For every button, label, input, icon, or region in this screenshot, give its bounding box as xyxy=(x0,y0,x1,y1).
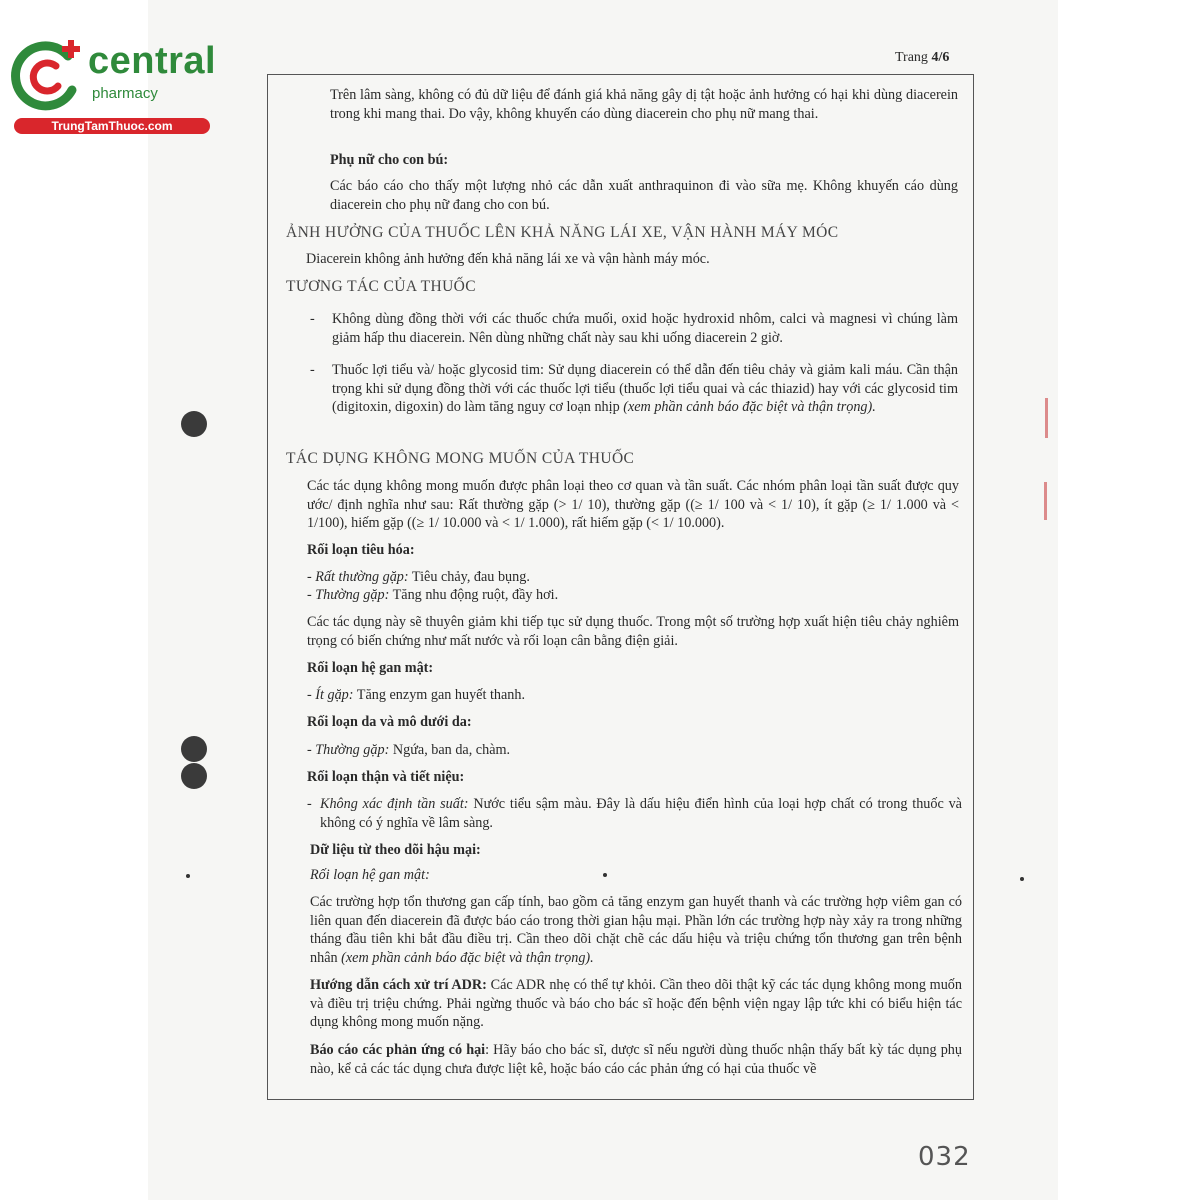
liver-title: Rối loạn hệ gan mật: xyxy=(307,660,434,676)
gi-item-1: - Rất thường gặp: Tiêu chảy, đau bụng. xyxy=(307,569,530,585)
post-marketing-subtitle: Rối loạn hệ gan mật: xyxy=(310,867,430,883)
adverse-heading: TÁC DỤNG KHÔNG MONG MUỐN CỦA THUỐC xyxy=(286,450,635,467)
pregnancy-paragraph: Trên lâm sàng, không có đủ dữ liệu để đánh giá khả năng gây dị tật hoặc ảnh hưởng có hại khi dùng diacerein trong khi mang thai. Do vậy, không khuyến cáo dùng diacerein cho phụ nữ mang thai. xyxy=(330,87,958,122)
gi-item-1-text: Tiêu chảy, đau bụng. xyxy=(408,569,530,585)
gi-note: Các tác dụng này sẽ thuyên giảm khi tiếp tục sử dụng thuốc. Trong một số trường hợp xuất hiện tiêu chảy nghiêm trọng có biến chứng như mất nước và rối loạn cân bằng điện giải. xyxy=(307,614,959,649)
gi-item-2: - Thường gặp: Tăng nhu động ruột, đầy hơi. xyxy=(307,587,559,603)
logo-brand-text: central xyxy=(88,40,217,82)
interactions-heading: TƯƠNG TÁC CỦA THUỐC xyxy=(286,278,476,295)
gi-item-2-text: Tăng nhu động ruột, đầy hơi. xyxy=(389,587,559,603)
driving-heading: ẢNH HƯỞNG CỦA THUỐC LÊN KHẢ NĂNG LÁI XE, VẬN HÀNH MÁY MÓC xyxy=(286,224,839,241)
adverse-intro: Các tác dụng không mong muốn được phân loại theo cơ quan và tần suất. Các nhóm phân loại tần suất được quy ước/ định nghĩa như sau: Rất thường gặp (> 1/ 10), thường gặp ((≥ 1/ 100 và < 1/ 10), ít gặp (≥ 1/ 1.000 và < 1/100), hiếm gặp ((≥ 1/ 10.000 và < 1/ 1.000), rất hiếm gặp (< 1/ 10.000). xyxy=(307,478,959,531)
post-marketing-text: Các trường hợp tổn thương gan cấp tính, bao gồm cả tăng enzym gan huyết thanh và các trường hợp viêm gan có liên quan đến diacerein đã được báo cáo trong thời gian hậu mại. Phần lớn các trường hợp này xảy ra trong những tháng đầu tiên khi bắt đầu điều trị. Cần theo dõi chặt chẽ các dấu hiệu và triệu chứng tổn thương gan trên bệnh nhân xyxy=(310,894,962,966)
list-dash: - xyxy=(307,796,312,812)
kidney-item-label: Không xác định tần suất: xyxy=(320,796,469,812)
skin-item: - Thường gặp: Ngứa, ban da, chàm. xyxy=(307,742,511,758)
punch-hole-middle xyxy=(181,736,207,762)
interaction-item-2-reference: (xem phần cảnh báo đặc biệt và thận trọng). xyxy=(623,399,876,415)
adr-text: Các ADR nhẹ có thể tự khỏi. Cần theo dõi thật kỹ các tác dụng không mong muốn và điều trị triệu chứng. Phải ngừng thuốc và báo cho bác sĩ hoặc đến bệnh viện ngay lập tức khi có biểu hiện tác dụng không mong muốn nặng. xyxy=(310,977,962,1030)
page-number xyxy=(895,50,949,66)
driving-paragraph: Diacerein không ảnh hưởng đến khả năng lái xe và vận hành máy móc. xyxy=(306,251,710,267)
gi-item-2-label: Thường gặp: xyxy=(315,587,390,603)
skin-item-text: Ngứa, ban da, chàm. xyxy=(389,742,511,758)
liver-item: - Ít gặp: Tăng enzym gan huyết thanh. xyxy=(307,687,526,703)
list-dash: - xyxy=(310,362,315,378)
red-stamp-mark xyxy=(1044,482,1047,520)
speck xyxy=(1020,877,1024,881)
breastfeeding-paragraph: Các báo cáo cho thấy một lượng nhỏ các dẫn xuất anthraquinon đi vào sữa mẹ. Không khuyến cáo dùng diacerein cho phụ nữ đang cho con bú. xyxy=(330,178,958,213)
red-stamp-mark xyxy=(1045,398,1048,438)
punch-hole-top xyxy=(181,411,207,437)
gi-item-1-label: Rất thường gặp: xyxy=(315,569,409,585)
handwritten-page-number: 032 xyxy=(918,1142,971,1172)
report-title: Báo cáo các phản ứng có hại xyxy=(310,1042,486,1058)
skin-item-label: Thường gặp: xyxy=(315,742,390,758)
list-dash: - xyxy=(310,311,315,327)
skin-title: Rối loạn da và mô dưới da: xyxy=(307,714,472,730)
breastfeeding-title: Phụ nữ cho con bú: xyxy=(330,152,449,168)
post-marketing-reference: (xem phần cảnh báo đặc biệt và thận trọng). xyxy=(341,949,594,966)
post-marketing-paragraph xyxy=(310,893,962,967)
kidney-item xyxy=(320,795,962,832)
interaction-item-2 xyxy=(332,361,958,417)
liver-item-label: Ít gặp: xyxy=(315,687,354,703)
interaction-item-1: Không dùng đồng thời với các thuốc chứa muối, oxid hoặc hydroxid nhôm, calci và magnesi vì chúng làm giảm hấp thu diacerein. Nên dùng những chất này sau khi uống diacerein 2 giờ. xyxy=(332,311,958,346)
central-pharmacy-logo-mark-icon xyxy=(10,36,90,116)
report-text: : Hãy báo cho bác sĩ, dược sĩ nếu người dùng thuốc nhận thấy bất kỳ tác dụng phụ nào, kể cả các tác dụng chưa được liệt kê, hoặc báo cáo các phản ứng có hại của thuốc về xyxy=(310,1042,962,1077)
speck xyxy=(603,873,607,877)
liver-item-text: Tăng enzym gan huyết thanh. xyxy=(353,687,526,703)
kidney-item-text: Nước tiểu sậm màu. Đây là dấu hiệu điển hình của loại hợp chất có trong thuốc và không có ý nghĩa về lâm sàng. xyxy=(320,796,962,831)
logo-sub-text: pharmacy xyxy=(92,85,158,102)
gi-title: Rối loạn tiêu hóa: xyxy=(307,542,415,558)
adr-paragraph xyxy=(310,976,962,1032)
page-label: Trang xyxy=(895,50,928,65)
adr-title: Hướng dẫn cách xử trí ADR: xyxy=(310,977,487,993)
page-number-value: 4/6 xyxy=(931,50,950,65)
kidney-title: Rối loạn thận và tiết niệu: xyxy=(307,769,465,785)
interaction-item-2-text: Thuốc lợi tiểu và/ hoặc glycosid tim: Sử dụng diacerein có thể dẫn đến tiêu chảy và giảm kali máu. Cần thận trọng khi sử dụng đồng thời với các thuốc lợi tiểu (thuốc lợi tiểu quai và các thiazid) hay với các glycosid tim (digitoxin, digoxin) do làm tăng nguy cơ loạn nhịp xyxy=(332,362,958,415)
punch-hole-bottom xyxy=(181,763,207,789)
speck xyxy=(186,874,190,878)
logo-site-banner: TrungTamThuoc.com xyxy=(14,118,210,134)
post-marketing-title: Dữ liệu từ theo dõi hậu mại: xyxy=(310,842,481,858)
report-paragraph xyxy=(310,1041,962,1078)
